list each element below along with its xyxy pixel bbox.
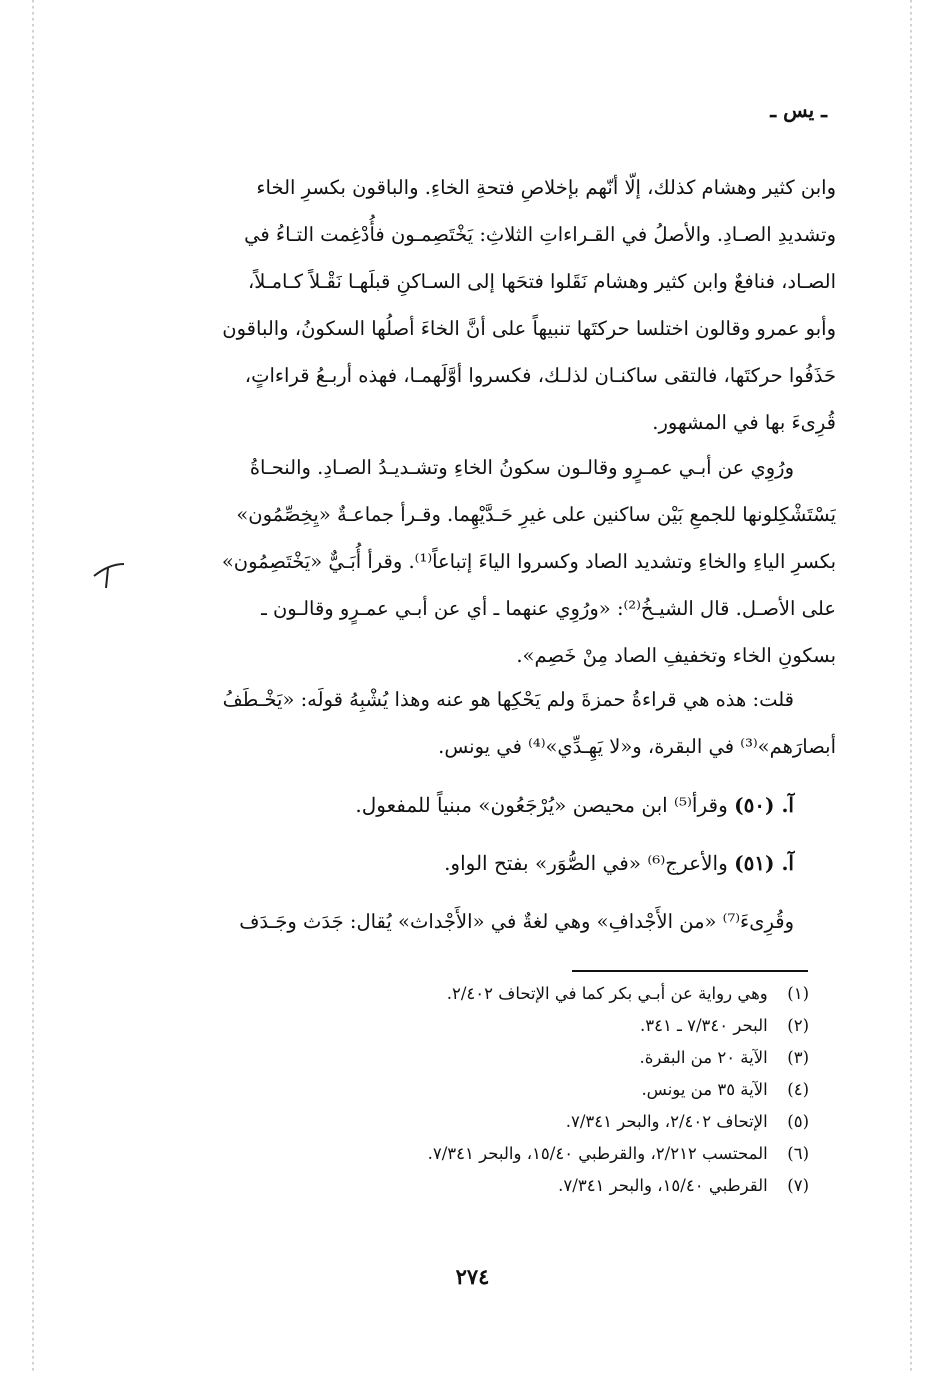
footnote-text: البحر ٧/٣٤٠ ـ ٣٤١. xyxy=(639,1016,768,1035)
footnote-text: القرطبي ١٥/٤٠، والبحر ٧/٣٤١. xyxy=(558,1176,768,1195)
footnote-text: الآية ٢٠ من البقرة. xyxy=(639,1048,768,1067)
text-line: حَذَفُوا حركتَها، فالتقى ساكنـان لذلـك، فكسروا أوَّلَهمـا، فهذه أربـعُ قراءاتٍ، xyxy=(244,364,836,387)
footnote xyxy=(209,1010,809,1042)
text-line: يَسْتَشْكِلونها للجمعِ بَيْن ساكنين على غيرِ حَـدَّيْهِما. وقـرأ جماعـةٌ «يِخِصِّمُون» xyxy=(236,503,836,526)
text-line: قُرِىءَ بها في المشهور. xyxy=(652,411,836,434)
verse-51 xyxy=(110,840,836,887)
text-line: بسكونِ الخاء وتخفيفِ الصاد مِنْ خَصِم». xyxy=(516,644,836,667)
text-line: وابن كثير وهشام كذلك، إلّا أنّهم بإخلاصِ فتحةِ الخاءِ. والباقون بكسرِ الخاء xyxy=(256,176,836,199)
footnote-number: (٥) xyxy=(787,1112,809,1131)
page-number: ٢٧٤ xyxy=(455,1264,490,1289)
paragraph-3 xyxy=(110,676,836,770)
text-line: وأبو عمرو وقالون اختلسا حركتَها تنبيهاً على أنَّ الخاءَ أصلُها السكونُ، والباقون xyxy=(222,317,836,340)
footnote-number: (٣) xyxy=(787,1048,809,1067)
scan-edge-left xyxy=(32,0,34,1374)
footnote xyxy=(209,1170,809,1202)
footnote xyxy=(209,1042,809,1074)
text-line: قلت: هذه هي قراءةُ حمزةَ ولم يَحْكِها هو عنه وهذا يُشْبِهُ قولَه: «يَخْـطَفُ xyxy=(222,688,794,711)
footnote-text: المحتسب ٢/٢١٢، والقرطبي ١٥/٤٠، والبحر ٧/٣٤١. xyxy=(427,1144,768,1163)
footnote-number: (٢) xyxy=(787,1016,809,1035)
paragraph-2 xyxy=(110,444,836,679)
footnote-number: (١) xyxy=(787,984,809,1003)
footnote-number: (٤) xyxy=(787,1080,809,1099)
footnote-divider xyxy=(572,970,808,972)
verse-line xyxy=(110,782,836,829)
text-line: على الأصـل. قال الشيـخُ⁽²⁾: «ورُوِي عنهما ـ أي عن أبـي عمـرٍو وقالـون ـ xyxy=(261,597,836,620)
verse-text: وقرأ⁽⁵⁾ ابن محيصن «يُرْجَعُون» مبنياً للمفعول. xyxy=(355,793,728,817)
paragraph-1 xyxy=(110,164,836,446)
footnote-number: (٧) xyxy=(787,1176,809,1195)
text-line: ورُوِي عن أبـي عمـرٍو وقالـون سكونُ الخاءِ وتشـديـدُ الصـادِ. والنحـاةُ xyxy=(249,456,794,479)
verse-50 xyxy=(110,782,836,829)
closing-paragraph xyxy=(110,898,836,945)
verse-number: آ. (٥٠) xyxy=(734,793,794,817)
footnote xyxy=(209,1138,809,1170)
scan-edge-right xyxy=(910,0,912,1374)
text-line: بكسرِ الياءِ والخاءِ وتشديد الصاد وكسروا الياءَ إتباعاً⁽¹⁾. وقرأ أُبَـيٌّ «يَخْتَصِمُون» xyxy=(221,550,836,573)
verse-number: آ. (٥١) xyxy=(734,851,794,875)
text-line: الصـاد، فنافعٌ وابن كثير وهشام نَقَلوا فتحَها إلى السـاكنِ قبلَهـا نَقْـلاً كـامـلاً، xyxy=(247,270,836,293)
footnote-text: الآية ٣٥ من يونس. xyxy=(641,1080,768,1099)
footnote xyxy=(209,1106,809,1138)
footnotes xyxy=(209,978,809,1202)
footnote-text: الإتحاف ٢/٤٠٢، والبحر ٧/٣٤١. xyxy=(565,1112,768,1131)
handwritten-margin-mark xyxy=(90,558,130,592)
footnote-number: (٦) xyxy=(787,1144,809,1163)
text-line: وقُرِىءَ⁽⁷⁾ «من الأَجْدافِ» وهي لغةٌ في «الأَجْداث» يُقال: جَدَث وجَـدَف xyxy=(239,910,794,933)
text-line: أبصارَهم»⁽³⁾ في البقرة، و«لا يَهِـدِّي»⁽⁴⁾ في يونس. xyxy=(438,735,836,758)
footnote-text: وهي رواية عن أبـي بكر كما في الإتحاف ٢/٤٠٢. xyxy=(446,984,768,1003)
running-header: ـ يس ـ xyxy=(770,98,827,122)
footnote xyxy=(209,978,809,1010)
verse-text: والأعرج⁽⁶⁾ «في الصُّوَر» بفتح الواو. xyxy=(444,851,728,875)
text-line: وتشديدِ الصـادِ. والأصلُ في القـراءاتِ الثلاثِ: يَخْتَصِمـون فأُدْغِمت التـاءُ في xyxy=(244,223,836,246)
verse-line xyxy=(110,840,836,887)
footnote xyxy=(209,1074,809,1106)
